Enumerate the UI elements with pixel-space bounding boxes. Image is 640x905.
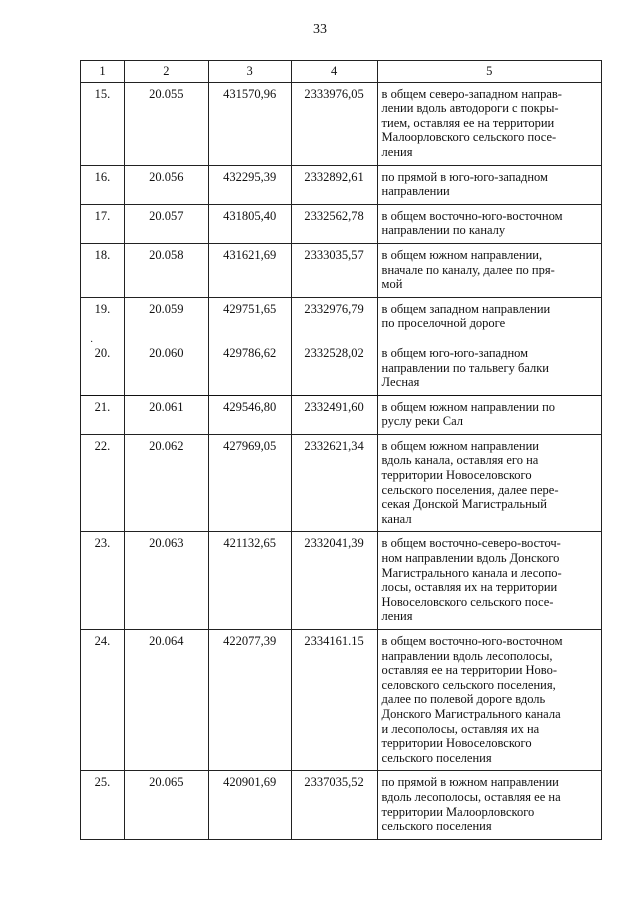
column-header: 3 (208, 61, 291, 83)
boundary-coordinates-table (80, 60, 602, 840)
boundary-description (377, 82, 601, 165)
row-number: 16. (81, 165, 125, 204)
description-line: в общем восточно-юго-восточном (381, 208, 563, 223)
table-row (81, 771, 602, 839)
table-row (81, 336, 602, 395)
table-header-row (81, 61, 602, 83)
table-row (81, 532, 602, 630)
boundary-description (377, 204, 601, 243)
description-line: мой (381, 277, 403, 292)
description-line: по прямой в юго-юго-западном (381, 169, 548, 184)
row-number: 19. (81, 297, 125, 336)
coordinate-x: 429546,80 (208, 395, 291, 434)
row-number: 24. (81, 630, 125, 771)
description-line: в общем восточно-юго-восточном (381, 634, 563, 648)
description-line: оставляя ее на территории Ново- (381, 663, 558, 678)
description-line: в общем южном направлении, (381, 247, 543, 262)
row-number: 21. (81, 395, 125, 434)
boundary-description (377, 336, 601, 395)
description-line: и лесополосы, оставляя их на (381, 721, 540, 736)
boundary-description (377, 434, 601, 532)
point-id: 20.061 (124, 395, 208, 434)
point-id: 20.059 (124, 297, 208, 336)
description-line: по прямой в южном направлении (381, 775, 559, 790)
table-row (81, 630, 602, 771)
description-line: Лесная (381, 375, 420, 390)
description-line: в общем восточно-северо-восточ- (381, 536, 561, 551)
description-line: далее по полевой дороге вдоль (381, 692, 546, 707)
row-number: 25. (81, 771, 125, 839)
description-line: вдоль канала, оставляя его на (381, 453, 539, 468)
boundary-description (377, 395, 601, 434)
coordinate-x: 420901,69 (208, 771, 291, 839)
description-line: сельского поселения, далее пере- (381, 482, 559, 497)
description-line: направлении (381, 184, 450, 199)
description-line: Донского Магистрального канала (381, 706, 561, 721)
description-line: вдоль лесополосы, оставляя ее на (381, 789, 561, 804)
boundary-description (377, 532, 601, 630)
point-id: 20.065 (124, 771, 208, 839)
coordinate-y: 2332976,79 (291, 297, 377, 336)
coordinate-x: 429786,62 (208, 336, 291, 395)
description-line: ления (381, 609, 413, 624)
row-number: 22. (81, 434, 125, 532)
coordinate-y: 2334161.15 (291, 630, 377, 771)
table-row (81, 434, 602, 532)
row-number: 17. (81, 204, 125, 243)
description-line: в общем южном направлении по (381, 399, 556, 414)
coordinate-y: 2332491,60 (291, 395, 377, 434)
description-line: по проселочной дороге (381, 316, 506, 331)
description-line: направлении вдоль лесополосы, (381, 648, 553, 663)
description-line: секая Донской Магистральный (381, 497, 547, 512)
point-id: 20.057 (124, 204, 208, 243)
boundary-description (377, 243, 601, 297)
description-line: Малоорловского сельского посе- (381, 130, 557, 145)
description-line: территории Новоселовского (381, 736, 532, 751)
row-number: 18. (81, 243, 125, 297)
table-row (81, 165, 602, 204)
description-line: канал (381, 511, 412, 526)
coordinate-y: 2333976,05 (291, 82, 377, 165)
description-line: вначале по каналу, далее по пря- (381, 262, 555, 277)
description-line: ления (381, 144, 413, 159)
margin-mark: · (90, 337, 94, 348)
boundary-description (377, 630, 601, 771)
boundary-description (377, 297, 601, 336)
description-line: в общем южном направлении (381, 438, 539, 453)
description-line: в общем северо-западном направ- (381, 86, 562, 101)
description-line: в общем юго-юго-западном (381, 345, 529, 360)
coordinate-x: 431570,96 (208, 82, 291, 165)
description-line: направлении по каналу (381, 223, 506, 238)
description-line: селовского сельского поселения, (381, 677, 556, 692)
coordinate-y: 2332562,78 (291, 204, 377, 243)
coordinate-y: 2333035,57 (291, 243, 377, 297)
point-id: 20.060 (124, 336, 208, 395)
description-line: территории Малоорловского (381, 804, 535, 819)
coordinate-y: 2337035,52 (291, 771, 377, 839)
boundary-description (377, 165, 601, 204)
column-header: 1 (81, 61, 125, 83)
coordinate-y: 2332041,39 (291, 532, 377, 630)
description-line: сельского поселения (381, 750, 492, 765)
point-id: 20.056 (124, 165, 208, 204)
coordinate-x: 427969,05 (208, 434, 291, 532)
table-row (81, 204, 602, 243)
description-line: сельского поселения (381, 819, 492, 834)
table-row (81, 82, 602, 165)
point-id: 20.055 (124, 82, 208, 165)
coordinate-x: 431805,40 (208, 204, 291, 243)
coordinate-x: 421132,65 (208, 532, 291, 630)
description-line: руслу реки Сал (381, 414, 463, 429)
description-line: Новоселовского сельского посе- (381, 594, 554, 609)
boundary-description (377, 771, 601, 839)
description-line: направлении по тальвегу балки (381, 360, 549, 375)
coordinate-y: 2332621,34 (291, 434, 377, 532)
description-line: тием, оставляя ее на территории (381, 115, 555, 130)
row-number: 23. (81, 532, 125, 630)
description-line: лосы, оставляя их на территории (381, 580, 558, 595)
coordinate-x: 432295,39 (208, 165, 291, 204)
point-id: 20.058 (124, 243, 208, 297)
coordinate-y: 2332528,02 (291, 336, 377, 395)
point-id: 20.064 (124, 630, 208, 771)
coordinate-x: 429751,65 (208, 297, 291, 336)
column-header: 2 (124, 61, 208, 83)
point-id: 20.063 (124, 532, 208, 630)
description-line: Магистрального канала и лесопо- (381, 565, 562, 580)
table-row (81, 297, 602, 336)
description-line: лении вдоль автодороги с покры- (381, 101, 559, 116)
description-line: территории Новоселовского (381, 468, 532, 483)
coordinate-x: 422077,39 (208, 630, 291, 771)
column-header: 4 (291, 61, 377, 83)
description-line: в общем западном направлении (381, 301, 551, 316)
column-header: 5 (377, 61, 601, 83)
coordinate-x: 431621,69 (208, 243, 291, 297)
table-row (81, 395, 602, 434)
page-number: 33 (313, 22, 327, 37)
point-id: 20.062 (124, 434, 208, 532)
table-row (81, 243, 602, 297)
coordinate-y: 2332892,61 (291, 165, 377, 204)
row-number: 20. (81, 336, 125, 395)
description-line: ном направлении вдоль Донского (381, 551, 560, 566)
row-number: 15. (81, 82, 125, 165)
